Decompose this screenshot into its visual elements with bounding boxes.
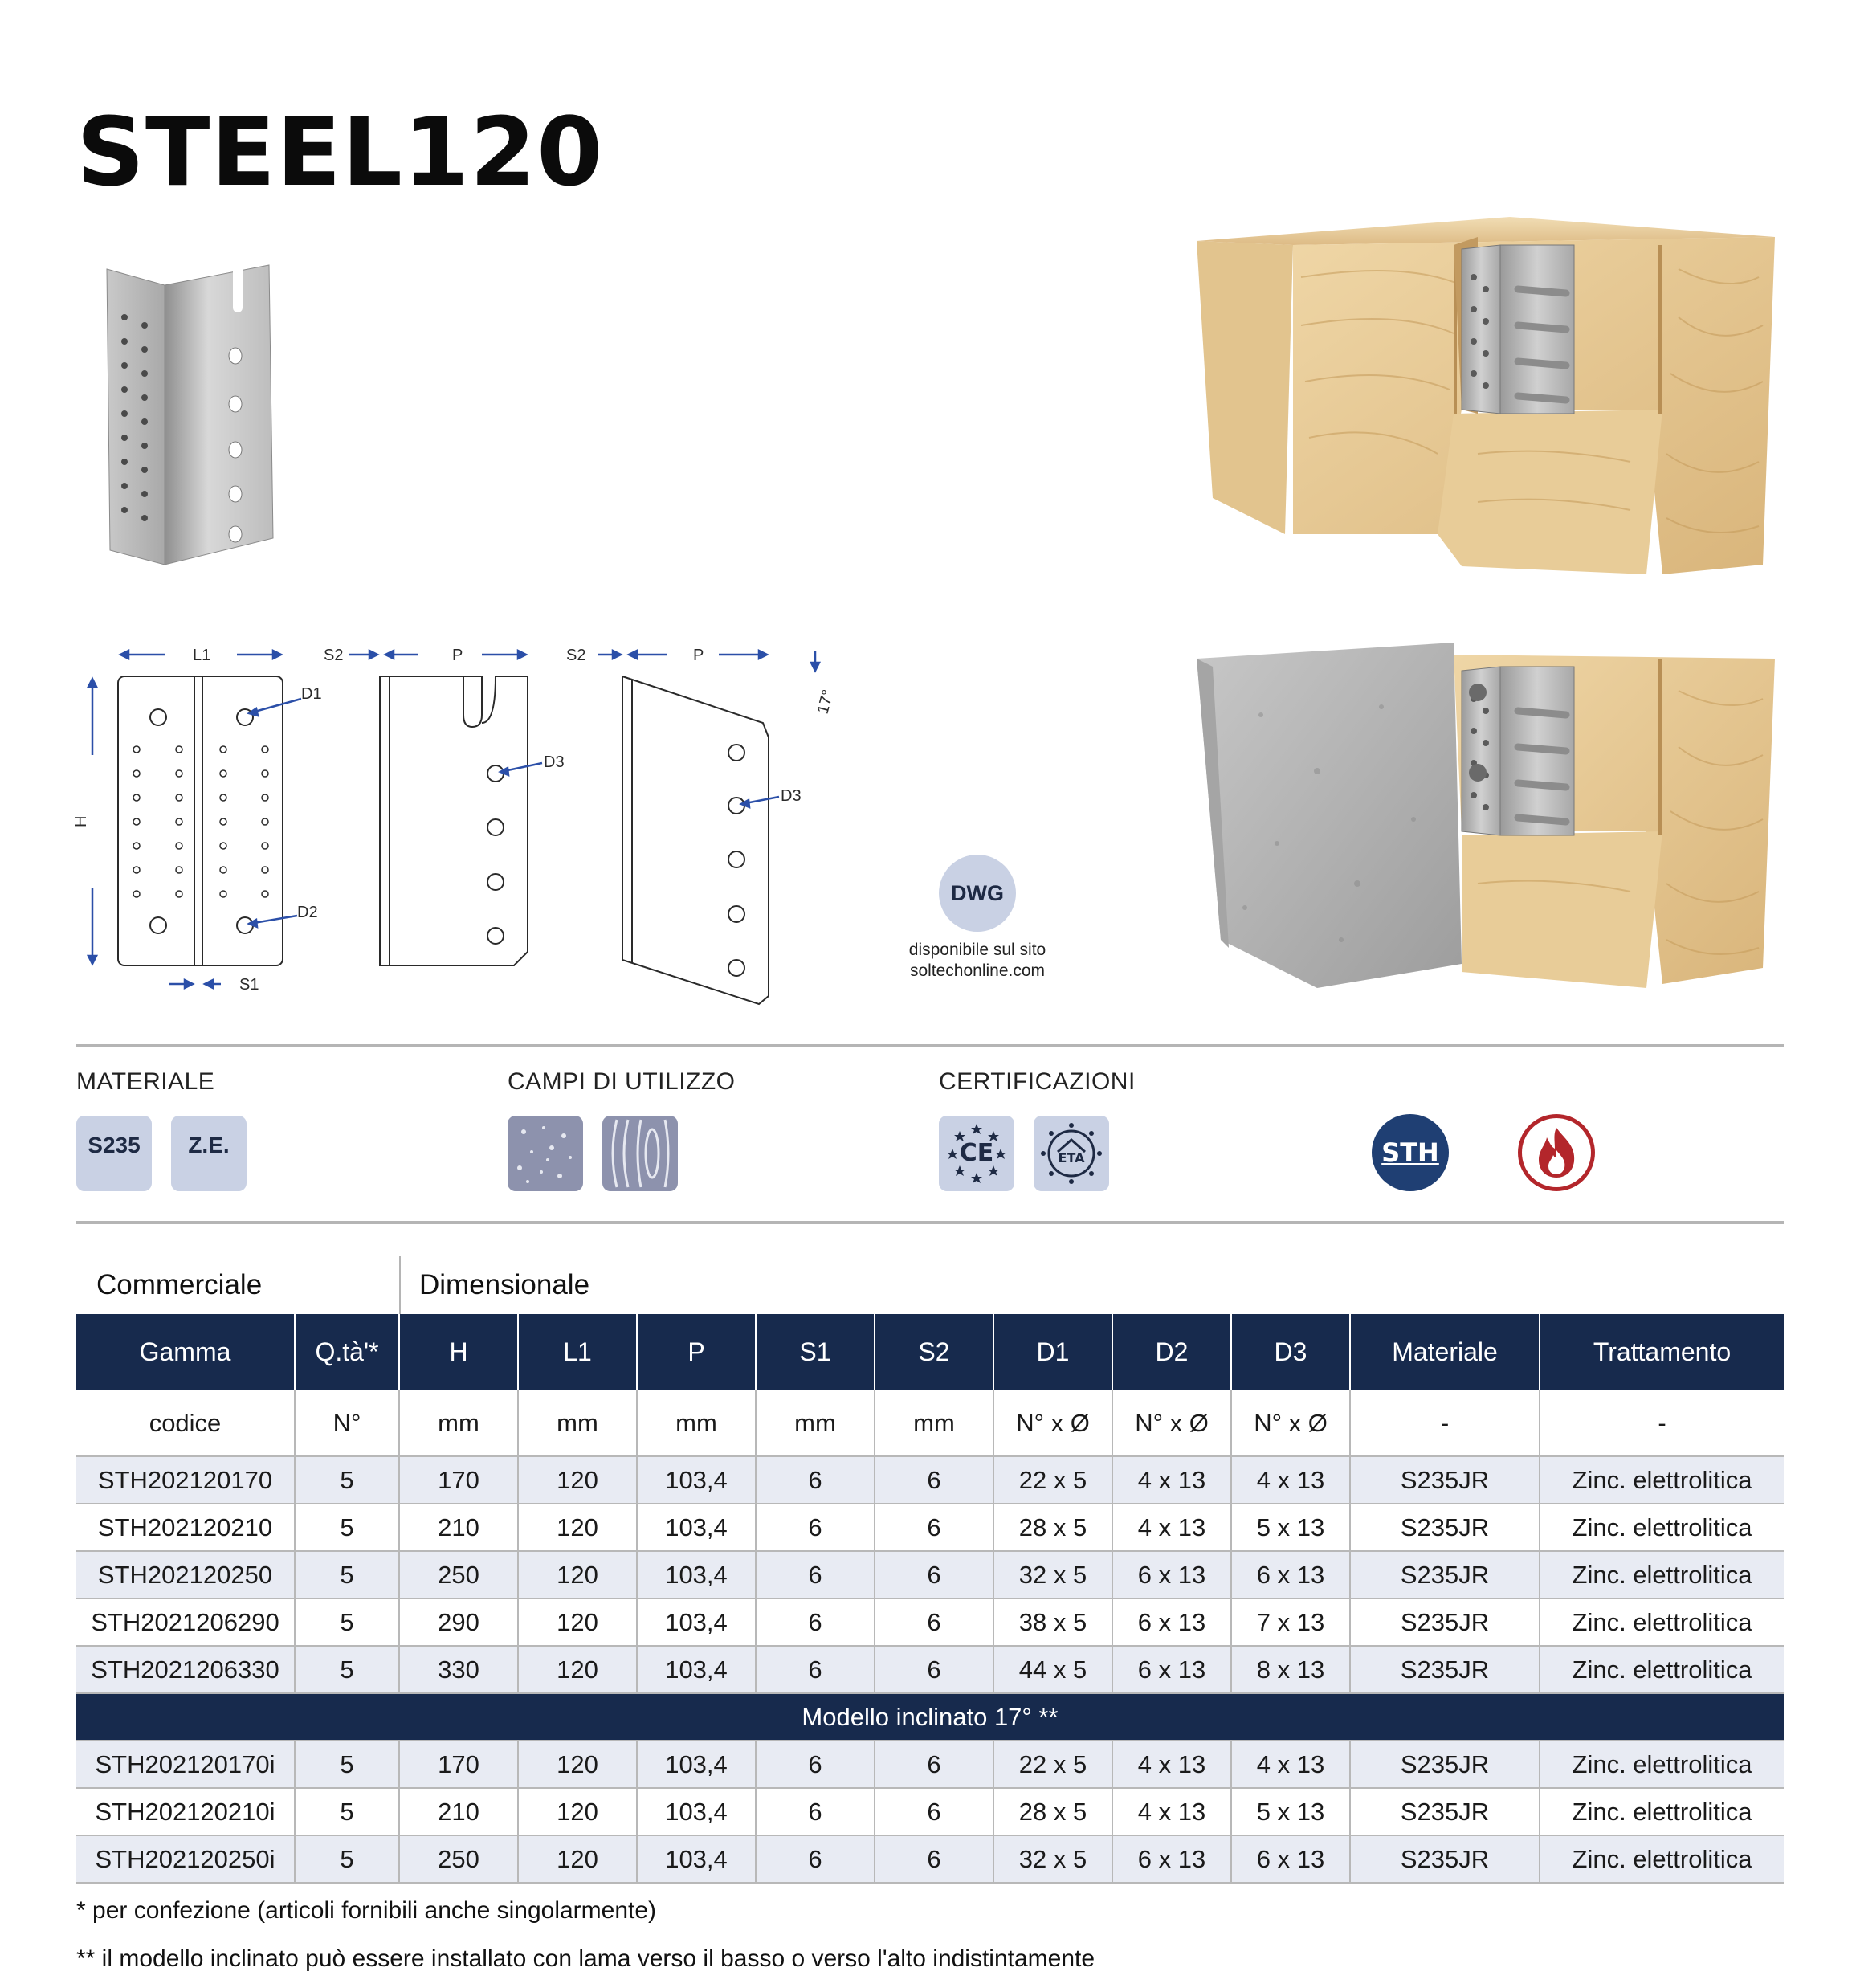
table-row	[76, 1551, 1784, 1598]
cell: 4 x 13	[1112, 1456, 1231, 1504]
units-row	[76, 1390, 1784, 1456]
cell: 5	[295, 1646, 399, 1693]
cell: S235JR	[1350, 1456, 1540, 1504]
cell: 250	[399, 1551, 518, 1598]
material-badge-text: Z.E.	[188, 1133, 230, 1157]
cell-code: STH202120210	[76, 1504, 295, 1551]
cell: 120	[518, 1646, 637, 1693]
dim-label-d1: D1	[301, 685, 322, 703]
cell: 6	[756, 1741, 875, 1788]
cell: 120	[518, 1456, 637, 1504]
table-row	[76, 1598, 1784, 1646]
cell: S235JR	[1350, 1741, 1540, 1788]
cell-code: STH202120250	[76, 1551, 295, 1598]
col-header-d2: D2	[1112, 1314, 1231, 1390]
dim-label-l1: L1	[193, 647, 211, 664]
dim-label-d3: D3	[781, 787, 802, 805]
cell: 6	[756, 1646, 875, 1693]
cell: Zinc. elettrolitica	[1540, 1835, 1784, 1883]
cell: 210	[399, 1504, 518, 1551]
cell: 330	[399, 1646, 518, 1693]
cell: 5	[295, 1598, 399, 1646]
cell: 103,4	[637, 1646, 756, 1693]
unit-cell: N° x Ø	[1231, 1390, 1350, 1456]
cell: 5	[295, 1551, 399, 1598]
cell: 103,4	[637, 1598, 756, 1646]
wood-installation-render	[1197, 213, 1783, 582]
materiale-label: MATERIALE	[76, 1068, 215, 1095]
table-row	[76, 1788, 1784, 1835]
page-title: STEEL120	[76, 96, 604, 207]
concrete-icon	[508, 1116, 583, 1191]
dim-label-angle: 17°	[814, 688, 838, 716]
dim-label-d2: D2	[297, 904, 318, 921]
cell: 5	[295, 1456, 399, 1504]
cell: 103,4	[637, 1788, 756, 1835]
group-commerciale: Commerciale	[96, 1269, 263, 1300]
cell: 250	[399, 1835, 518, 1883]
cell: S235JR	[1350, 1598, 1540, 1646]
cell: 4 x 13	[1112, 1741, 1231, 1788]
cell: 6 x 13	[1112, 1598, 1231, 1646]
dwg-download-badge[interactable]	[939, 855, 1016, 932]
col-header-s2: S2	[875, 1314, 993, 1390]
table-row	[76, 1504, 1784, 1551]
cell: 103,4	[637, 1456, 756, 1504]
table-row	[76, 1456, 1784, 1504]
cell: 6	[875, 1598, 993, 1646]
cell: 120	[518, 1504, 637, 1551]
inclined-model-label: Modello inclinato 17° **	[76, 1693, 1784, 1741]
col-header-l1: L1	[518, 1314, 637, 1390]
cell: 5 x 13	[1231, 1788, 1350, 1835]
cell: 170	[399, 1456, 518, 1504]
sth-logo-icon	[1372, 1114, 1449, 1191]
cell: 290	[399, 1598, 518, 1646]
footnote-2: ** il modello inclinato può essere installato con lama verso il basso o verso l'alto indistintamente	[76, 1945, 1095, 1972]
cell: 4 x 13	[1231, 1456, 1350, 1504]
cell: 6	[875, 1835, 993, 1883]
group-separator	[399, 1256, 401, 1314]
cell: 103,4	[637, 1835, 756, 1883]
cell: 6 x 13	[1112, 1551, 1231, 1598]
unit-cell: -	[1540, 1390, 1784, 1456]
cell: 28 x 5	[993, 1788, 1112, 1835]
cell: 4 x 13	[1231, 1741, 1350, 1788]
bracket-photo	[100, 261, 281, 566]
col-header-gamma: Gamma	[76, 1314, 295, 1390]
dim-label-h: H	[72, 815, 90, 827]
certificazioni-label: CERTIFICAZIONI	[939, 1068, 1136, 1095]
svg-text:ETA: ETA	[1058, 1150, 1085, 1165]
cell: 120	[518, 1741, 637, 1788]
eta-mark-icon	[1034, 1116, 1109, 1191]
cell-code: STH2021206290	[76, 1598, 295, 1646]
cell: 4 x 13	[1112, 1504, 1231, 1551]
cell: 7 x 13	[1231, 1598, 1350, 1646]
col-header-p: P	[637, 1314, 756, 1390]
unit-cell: mm	[637, 1390, 756, 1456]
footnote-1: * per confezione (articoli fornibili anche singolarmente)	[76, 1897, 657, 1924]
svg-text:CE: CE	[959, 1139, 994, 1167]
dwg-note-line1: disponibile sul sito	[908, 941, 1046, 959]
cell: 6 x 13	[1231, 1835, 1350, 1883]
cell: 32 x 5	[993, 1835, 1112, 1883]
technical-drawing	[72, 635, 847, 1004]
cell: 6	[756, 1788, 875, 1835]
cell: 120	[518, 1598, 637, 1646]
dim-label-s2: S2	[566, 647, 586, 664]
cell: 103,4	[637, 1741, 756, 1788]
sth-logo-text: STH	[1381, 1137, 1439, 1168]
cell: 5 x 13	[1231, 1504, 1350, 1551]
cell: 5	[295, 1788, 399, 1835]
dim-label-d3: D3	[544, 753, 565, 771]
material-badge-text: S235	[88, 1133, 141, 1157]
spec-table	[76, 1314, 1784, 1884]
cell: 170	[399, 1741, 518, 1788]
cell: 5	[295, 1504, 399, 1551]
cell: S235JR	[1350, 1788, 1540, 1835]
cell: 6	[756, 1598, 875, 1646]
cell: Zinc. elettrolitica	[1540, 1504, 1784, 1551]
dwg-note	[875, 940, 1079, 982]
cell-code: STH202120170	[76, 1456, 295, 1504]
cell: 103,4	[637, 1551, 756, 1598]
unit-cell: mm	[399, 1390, 518, 1456]
cell: 6 x 13	[1112, 1835, 1231, 1883]
unit-cell: mm	[518, 1390, 637, 1456]
cell: 6 x 13	[1112, 1646, 1231, 1693]
col-header-d1: D1	[993, 1314, 1112, 1390]
inclined-model-band	[76, 1693, 1784, 1741]
cell: 6	[875, 1456, 993, 1504]
cell: 5	[295, 1835, 399, 1883]
cell: S235JR	[1350, 1646, 1540, 1693]
cell: 38 x 5	[993, 1598, 1112, 1646]
cell: 210	[399, 1788, 518, 1835]
col-header-qty: Q.tà'*	[295, 1314, 399, 1390]
cell: 22 x 5	[993, 1741, 1112, 1788]
unit-cell: N°	[295, 1390, 399, 1456]
col-header-h: H	[399, 1314, 518, 1390]
cell-code: STH202120250i	[76, 1835, 295, 1883]
col-header-trattamento: Trattamento	[1540, 1314, 1784, 1390]
cell: 6	[875, 1788, 993, 1835]
cell-code: STH202120170i	[76, 1741, 295, 1788]
ce-mark-icon	[939, 1116, 1014, 1191]
concrete-installation-render	[1197, 643, 1783, 996]
cell: 32 x 5	[993, 1551, 1112, 1598]
cell: 120	[518, 1551, 637, 1598]
header-row	[76, 1314, 1784, 1390]
cell: 6	[756, 1504, 875, 1551]
unit-cell: codice	[76, 1390, 295, 1456]
cell: S235JR	[1350, 1835, 1540, 1883]
cell: S235JR	[1350, 1551, 1540, 1598]
divider	[76, 1221, 1784, 1224]
cell: 22 x 5	[993, 1456, 1112, 1504]
cell: Zinc. elettrolitica	[1540, 1741, 1784, 1788]
cell: 44 x 5	[993, 1646, 1112, 1693]
unit-cell: N° x Ø	[993, 1390, 1112, 1456]
cell: 5	[295, 1741, 399, 1788]
dwg-label: DWG	[951, 880, 1004, 905]
cell-code: STH202120210i	[76, 1788, 295, 1835]
cell: 103,4	[637, 1504, 756, 1551]
dim-label-s2: S2	[324, 647, 344, 664]
dim-label-p: P	[452, 647, 463, 664]
col-header-d3: D3	[1231, 1314, 1350, 1390]
cell: 4 x 13	[1112, 1788, 1231, 1835]
fire-icon	[1518, 1114, 1595, 1191]
cell: Zinc. elettrolitica	[1540, 1788, 1784, 1835]
unit-cell: mm	[756, 1390, 875, 1456]
material-badge-s235	[76, 1116, 152, 1191]
campi-label: CAMPI DI UTILIZZO	[508, 1068, 736, 1095]
table-row	[76, 1646, 1784, 1693]
col-header-materiale: Materiale	[1350, 1314, 1540, 1390]
cell: 6	[756, 1456, 875, 1504]
dim-label-s1: S1	[239, 976, 259, 994]
cell: Zinc. elettrolitica	[1540, 1551, 1784, 1598]
cell: 8 x 13	[1231, 1646, 1350, 1693]
cell: Zinc. elettrolitica	[1540, 1646, 1784, 1693]
unit-cell: mm	[875, 1390, 993, 1456]
dim-label-p: P	[693, 647, 704, 664]
dwg-note-line2[interactable]: soltechonline.com	[909, 961, 1046, 980]
col-header-s1: S1	[756, 1314, 875, 1390]
table-row	[76, 1835, 1784, 1883]
cell: 28 x 5	[993, 1504, 1112, 1551]
group-dimensionale: Dimensionale	[419, 1269, 590, 1300]
cell: 6	[756, 1835, 875, 1883]
material-badge-ze	[171, 1116, 247, 1191]
cell: 120	[518, 1788, 637, 1835]
cell: 6	[875, 1646, 993, 1693]
table-row	[76, 1741, 1784, 1788]
unit-cell: -	[1350, 1390, 1540, 1456]
wood-icon	[602, 1116, 678, 1191]
cell: 120	[518, 1835, 637, 1883]
cell-code: STH2021206330	[76, 1646, 295, 1693]
cell: 6	[875, 1504, 993, 1551]
cell: Zinc. elettrolitica	[1540, 1456, 1784, 1504]
cell: S235JR	[1350, 1504, 1540, 1551]
cell: Zinc. elettrolitica	[1540, 1598, 1784, 1646]
cell: 6	[875, 1551, 993, 1598]
divider	[76, 1044, 1784, 1047]
cell: 6 x 13	[1231, 1551, 1350, 1598]
unit-cell: N° x Ø	[1112, 1390, 1231, 1456]
cell: 6	[756, 1551, 875, 1598]
cell: 6	[875, 1741, 993, 1788]
